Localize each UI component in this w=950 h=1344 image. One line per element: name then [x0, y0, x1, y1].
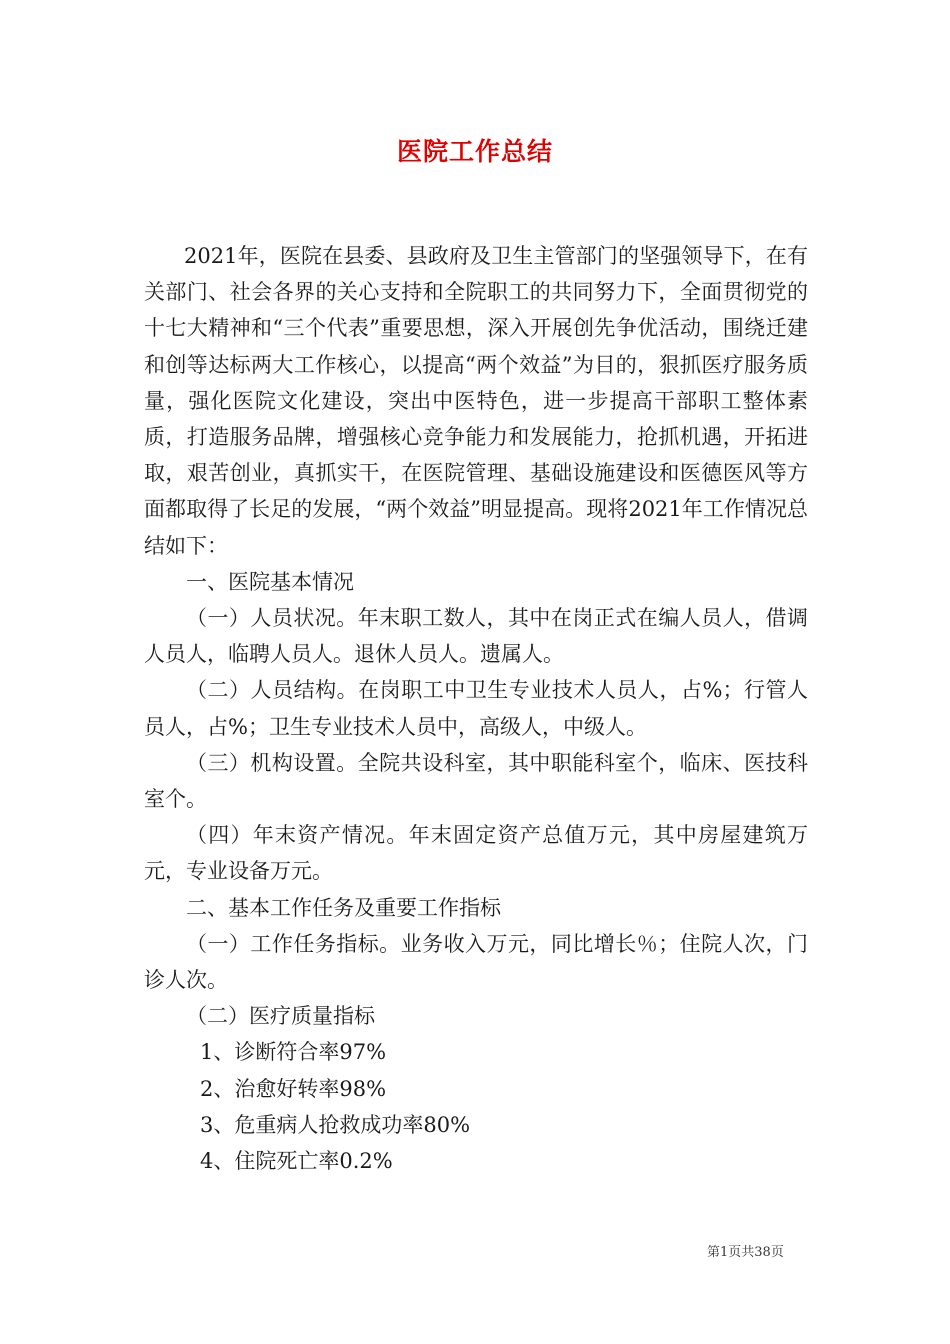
document-body [144, 238, 808, 1179]
section-item: （四）年末资产情况。年末固定资产总值万元，其中房屋建筑万元，专业设备万元。 [144, 823, 808, 884]
section-heading: 一、医院基本情况 [186, 569, 354, 594]
quality-list-item: 3、危重病人抢救成功率80% [200, 1112, 471, 1137]
quality-list-item: 4、住院死亡率0.2% [200, 1149, 393, 1174]
document-title: 医院工作总结 [396, 137, 553, 166]
section-item: （一）人员状况。年末职工数人，其中在岗正式在编人员人，借调人员人，临聘人员人。退休人员人。遗属人。 [144, 606, 808, 667]
intro-paragraph: 2021年，医院在县委、县政府及卫生主管部门的坚强领导下，在有关部门、社会各界的关心支持和全院职工的共同努力下，全面贯彻党的十七大精神和“三个代表”重要思想，深入开展创先争优活动，围绕迁建和创等达标两大工作核心，以提高“两个效益”为目的，狠抓医疗服务质量，强化医院文化建设，突出中医特色，进一步提高干部职工整体素质，打造服务品牌，增强核心竞争能力和发展能力，抢抓机遇，开拓进取，艰苦创业，真抓实干，在医院管理、基础设施建设和医德医风等方面都取得了长足的发展，“两个效益”明显提高。现将2021年工作情况总结如下： [144, 244, 808, 558]
section-heading: 二、基本工作任务及重要工作指标 [186, 895, 501, 920]
section-item: （一）工作任务指标。业务收入万元，同比增长％；住院人次，门诊人次。 [144, 931, 808, 993]
quality-list-item: 1、诊断符合率97% [200, 1040, 387, 1065]
section-item: （二）人员结构。在岗职工中卫生专业技术人员人，占%；行管人员人，占%；卫生专业技术人员中，高级人，中级人。 [144, 678, 808, 739]
quality-list-item: 2、治愈好转率98% [200, 1076, 387, 1101]
section-item: （二）医疗质量指标 [186, 1004, 375, 1029]
section-item: （三）机构设置。全院共设科室，其中职能科室个，临床、医技科室个。 [144, 750, 808, 812]
page-number: 第1页共38页 [707, 1245, 784, 1260]
